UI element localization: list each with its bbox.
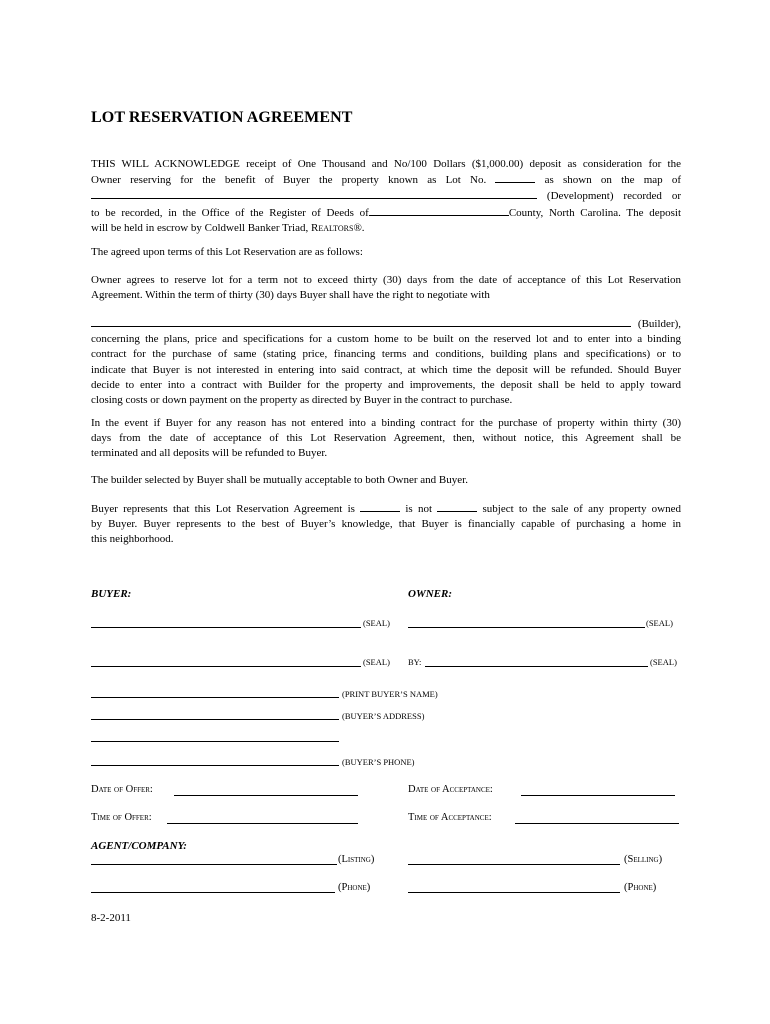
selling-phone-label: (Phone) xyxy=(624,882,657,893)
time-of-acceptance-line[interactable] xyxy=(515,823,679,824)
p1-line-2-tail: as shown on the map of xyxy=(544,174,681,187)
buyer-address-label: (BUYER’S ADDRESS) xyxy=(342,711,425,721)
p3-line-1: Owner agrees to reserve lot for a term not to exceed thirty (30) days from the date of acceptance of this Lot Reservation xyxy=(91,274,681,286)
p1-line-4 xyxy=(91,205,681,221)
county-blank[interactable] xyxy=(369,205,509,216)
buyer-signature-line-2[interactable] xyxy=(91,666,361,667)
p5-text: The builder selected by Buyer shall be mutually acceptable to both Owner and Buyer. xyxy=(91,474,468,486)
p6-line-1 xyxy=(91,501,681,517)
p4-line-1: In the event if Buyer for any reason has not entered into a binding contract for the purchase of property within thirty (30) xyxy=(91,417,681,429)
buyer-address-line[interactable] xyxy=(91,719,339,720)
buyer-phone-line[interactable] xyxy=(91,765,339,766)
p6-line-3: this neighborhood. xyxy=(91,533,174,546)
p4-line-3: terminated and all deposits will be refunded to Buyer. xyxy=(91,447,328,460)
p1-line-3 xyxy=(91,188,681,204)
builder-acceptance-paragraph xyxy=(91,473,681,488)
print-buyer-name-label: (PRINT BUYER’S NAME) xyxy=(342,689,438,699)
p6-line-1-tail: subject to the sale of any property owned xyxy=(482,503,682,515)
date-of-offer-line[interactable] xyxy=(174,795,358,796)
buyer-seal-label-2: (SEAL) xyxy=(363,657,390,667)
p3-line-3 xyxy=(91,316,681,332)
listing-agent-line[interactable] xyxy=(91,864,337,865)
p3-line-2: Agreement. Within the term of thirty (30) days Buyer shall have the right to negotiate with xyxy=(91,289,490,302)
owner-header: OWNER: xyxy=(408,588,453,600)
owner-seal-label-1: (SEAL) xyxy=(646,618,673,628)
listing-phone-line[interactable] xyxy=(91,892,335,893)
date-of-offer-label: Date of Offer: xyxy=(91,784,153,795)
time-of-offer-line[interactable] xyxy=(167,823,358,824)
termination-paragraph xyxy=(91,416,681,462)
builder-paragraph xyxy=(91,316,681,408)
buyer-address-line-2[interactable] xyxy=(91,741,339,742)
p1-line-4-tail: County, North Carolina. The deposit xyxy=(508,206,682,219)
buyer-signature-line-1[interactable] xyxy=(91,627,361,628)
reservation-term-paragraph xyxy=(91,273,681,303)
p4-line-2: days from the date of acceptance of this Lot Reservation Agreement, then, without notice, this Agreement shall be xyxy=(91,432,681,445)
p6-is-not: is not xyxy=(405,503,433,515)
agent-company-header: AGENT/COMPANY: xyxy=(91,840,187,852)
time-of-acceptance-label: Time of Acceptance: xyxy=(408,812,492,823)
p1-line-2-text: Owner reserving for the benefit of Buyer the property known as Lot No. xyxy=(91,174,487,187)
date-of-acceptance-label: Date of Acceptance: xyxy=(408,784,493,795)
p1-line-3-tail: (Development) recorded or xyxy=(546,190,681,203)
document-title: LOT RESERVATION AGREEMENT xyxy=(91,109,353,126)
p3-line-7: decide to enter into a contract with Builder for the property and improvements, the deposit shall be held to apply toward xyxy=(91,378,681,391)
buyer-name-line[interactable] xyxy=(91,697,339,698)
p3-line-8: closing costs or down payment on the property as directed by Buyer in the contract to purchase. xyxy=(91,394,513,407)
p6-line-2: by Buyer. Buyer represents to the best of Buyer’s knowledge, that Buyer is financially capable of purchasing a home in xyxy=(91,518,681,531)
lot-number-blank[interactable] xyxy=(495,172,535,183)
selling-label: (Selling) xyxy=(624,854,663,865)
buyer-header: BUYER: xyxy=(91,588,132,600)
is-blank[interactable] xyxy=(360,501,400,512)
date-of-acceptance-line[interactable] xyxy=(521,795,675,796)
p1-line-1: THIS WILL ACKNOWLEDGE receipt of One Thousand and No/100 Dollars ($1,000.00) deposit as consideration for the xyxy=(91,158,681,170)
builder-label: (Builder), xyxy=(637,318,681,330)
development-blank[interactable] xyxy=(91,188,537,199)
selling-agent-line[interactable] xyxy=(408,864,620,865)
p3-line-4: concerning the plans, price and specifications for a custom home to be built on the reserved lot and to enter into a binding xyxy=(91,333,681,346)
terms-intro xyxy=(91,245,681,260)
listing-phone-label: (Phone) xyxy=(338,882,371,893)
realtors-mark: Realtors®. xyxy=(310,221,365,234)
builder-blank[interactable] xyxy=(91,316,631,327)
p3-line-6: indicate that Buyer is not interested in entering into said contract, at which time the deposit will be refunded. Should Buyer xyxy=(91,363,681,376)
contingency-paragraph xyxy=(91,501,681,548)
p1-line-4-text: to be recorded, in the Office of the Register of Deeds of xyxy=(91,206,369,219)
revision-date: 8-2-2011 xyxy=(91,912,131,924)
time-of-offer-label: Time of Offer: xyxy=(91,812,152,823)
buyer-seal-label-1: (SEAL) xyxy=(363,618,390,628)
owner-seal-label-2: (SEAL) xyxy=(650,657,677,667)
p1-line-2 xyxy=(91,172,681,188)
owner-signature-line-1[interactable] xyxy=(408,627,645,628)
p1-line-5-text: will be held in escrow by Coldwell Banker Triad, xyxy=(91,221,311,234)
selling-phone-line[interactable] xyxy=(408,892,620,893)
p3-line-5: contract for the purchase of same (stating price, financing terms and conditions, building plans and specifications) or to xyxy=(91,348,681,361)
owner-by-line[interactable] xyxy=(425,666,648,667)
acknowledgement-paragraph xyxy=(91,157,681,236)
owner-by-label: BY: xyxy=(408,657,422,667)
p1-line-5 xyxy=(91,221,681,236)
listing-label: (Listing) xyxy=(338,854,375,865)
terms-intro-text: The agreed upon terms of this Lot Reservation are as follows: xyxy=(91,246,363,258)
p6-line-1-text: Buyer represents that this Lot Reservation Agreement is xyxy=(91,503,355,515)
buyer-phone-label: (BUYER’S PHONE) xyxy=(342,757,415,767)
is-not-blank[interactable] xyxy=(437,501,477,512)
